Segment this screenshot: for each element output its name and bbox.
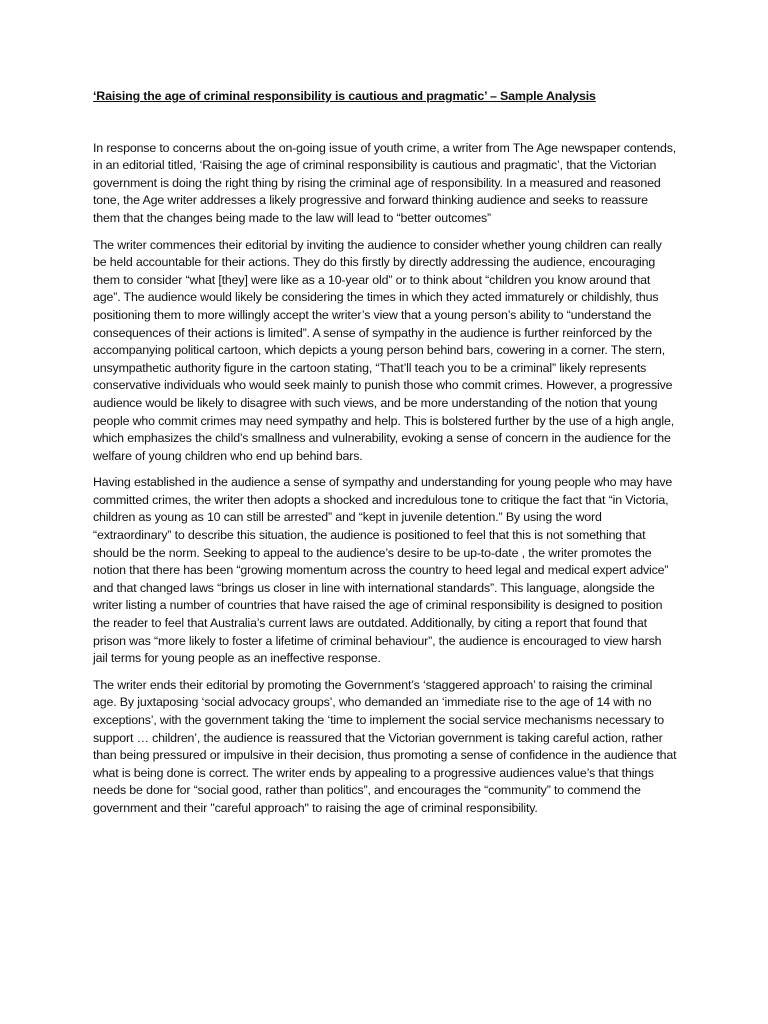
paragraph-conclusion: The writer ends their editorial by promoting the Government’s ‘staggered approach’ to raising the criminal age. By juxtaposing ‘social advocacy groups’, who demanded an ‘immediate rise to the age of 14 with no exceptions’, with the government taking the ‘time to implement the social service mechanisms necessary to support … children’, the audience is reassured that the Victorian government is taking careful action, rather than being pressured or impulsive in their decision, thus promoting a sense of confidence in the audience that what is being done is correct. The writer ends by appealing to a progressive audiences value’s that things needs be done for “social good, rather than politics”, and encourages the “community” to commend the government and their "careful approach" to raising the age of criminal responsibility. bbox=[93, 677, 677, 815]
paragraph-body-1: The writer commences their editorial by inviting the audience to consider whether young children can really be held accountable for their actions. They do this firstly by directly addressing the audience, encouraging them to consider “what [they] were like as a 10-year old” or to think about “children you know around that age”. The audience would likely be considering the times in which they acted immaturely or childishly, thus positioning them to more willingly accept the writer’s view that a young person’s ability to “understand the consequences of their actions is limited”. A sense of sympathy in the audience is further reinforced by the accompanying political cartoon, which depicts a young person behind bars, cowering in a corner. The stern, unsympathetic authority figure in the cartoon stating, “That’ll teach you to be a criminal” likely represents conservative individuals who would seek mainly to punish those who commit crimes. However, a progressive audience would be likely to disagree with such views, and be more understanding of the notion that young people who commit crimes may need sympathy and help. This is bolstered further by the use of a high angle, which emphasizes the child’s smallness and vulnerability, evoking a sense of concern in the audience for the welfare of young children who end up behind bars. bbox=[93, 237, 675, 463]
paragraph-body-2: Having established in the audience a sense of sympathy and understanding for young people who may have committed crimes, the writer then adopts a shocked and incredulous tone to critique the fact that “in Victoria, children as young as 10 can still be arrested” and “kept in juvenile detention.” By using the word “extraordinary” to describe this situation, the audience is positioned to feel that this is not something that should be the norm. Seeking to appeal to the audience’s desire to be up-to-date , the writer promotes the notion that there has been “growing momentum across the country to heed legal and medical expert advice” and that changed laws “brings us closer in line with international standards”. This language, alongside the writer listing a number of countries that have raised the age of criminal responsibility is designed to position the reader to feel that Australia’s current laws are outdated. Additionally, by citing a report that found that prison was “more likely to foster a lifetime of criminal behaviour”, the audience is encouraged to view harsh jail terms for young people as an ineffective response. bbox=[93, 475, 673, 666]
document-title: ‘Raising the age of criminal responsibility is cautious and pragmatic’ – Sample Analysis bbox=[93, 89, 596, 103]
document-page bbox=[93, 88, 677, 827]
paragraph-intro: In response to concerns about the on-going issue of youth crime, a writer from The Age newspaper contends, in an editorial titled, ‘Raising the age of criminal responsibility is cautious and pragmatic’, that the Victorian government is doing the right thing by rising the criminal age of responsibility. In a measured and reasoned tone, the Age writer addresses a likely progressive and forward thinking audience and seeks to reassure them that the changes being made to the law will lead to “better outcomes” bbox=[93, 140, 677, 225]
